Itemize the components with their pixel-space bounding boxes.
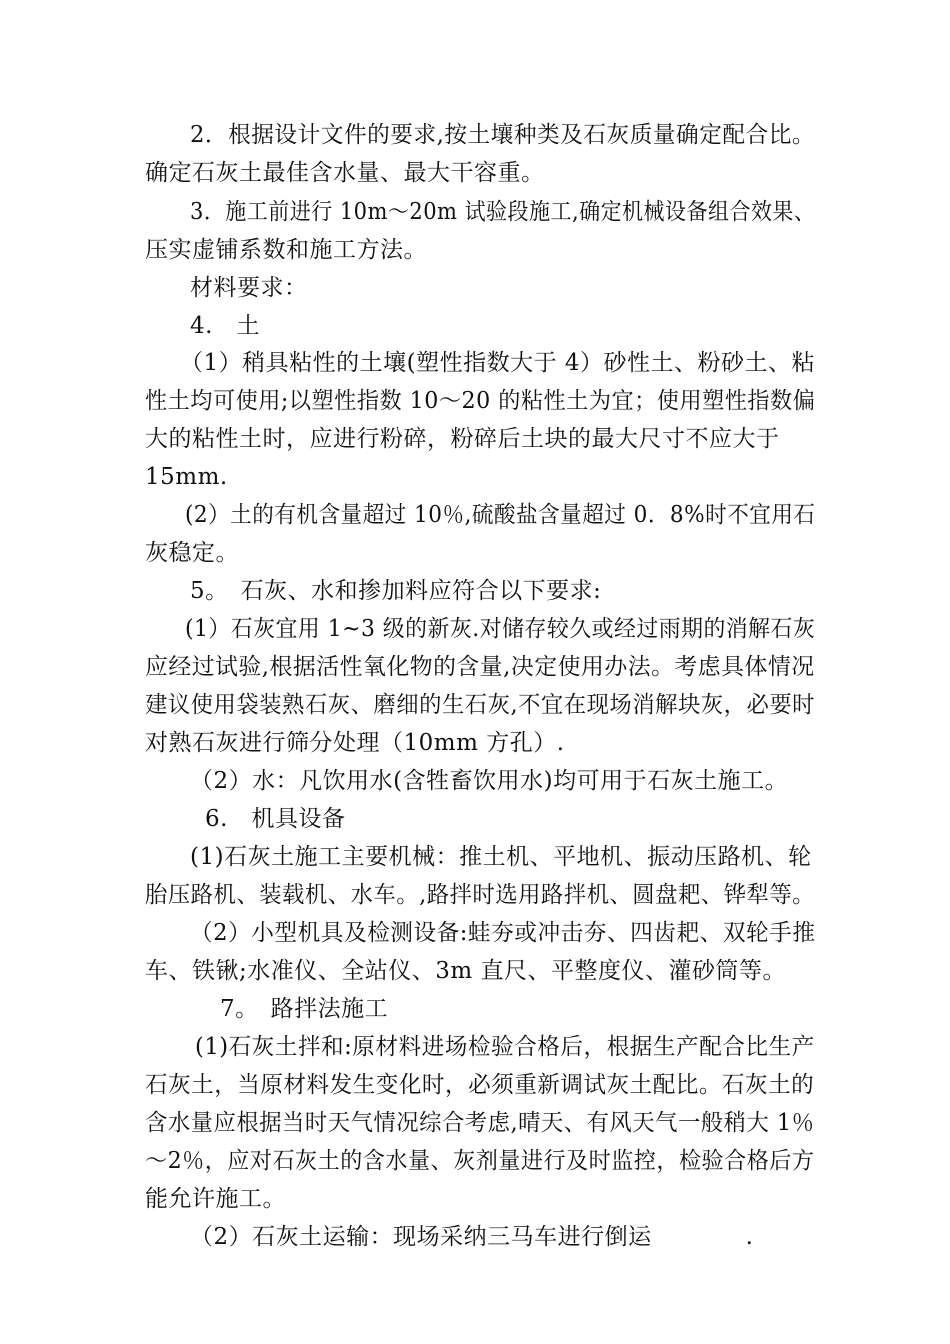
soil-item-1-line-1: （1）稍具粘性的土壤(塑性指数大于 4）砂性土、粉砂土、粘 bbox=[180, 350, 816, 376]
lime-item-1-line-4: 对熟石灰进行筛分处理（10mm 方孔）. bbox=[145, 730, 565, 756]
mixing-item-2: （2）石灰土运输：现场采纳三马车进行倒运 . bbox=[190, 1224, 754, 1250]
lime-item-1-line-1: (1）石灰宜用 1~3 级的新灰.对储存较久或经过雨期的消解石灰 bbox=[185, 616, 816, 642]
soil-item-1-line-3: 大的粘性土时，应进行粉碎，粉碎后土块的最大尺寸不应大于 bbox=[145, 426, 780, 452]
paragraph-2-line-2: 确定石灰土最佳含水量、最大干容重。 bbox=[145, 160, 545, 186]
mixing-item-1-line-3: 含水量应根据当时天气情况综合考虑,晴天、有风天气一般稍大 1％ bbox=[145, 1110, 815, 1136]
mixing-item-1-line-5: 能允许施工。 bbox=[145, 1186, 286, 1212]
soil-item-2-line-2: 灰稳定。 bbox=[145, 540, 239, 566]
mixing-item-1-line-2: 石灰土，当原材料发生变化时，必须重新调试灰土配比。石灰土的 bbox=[145, 1072, 815, 1098]
equipment-item-2-line-1: （2）小型机具及检测设备:蛙夯或冲击夯、四齿耙、双轮手推 bbox=[190, 920, 816, 946]
heading-6-equipment: 6. 机具设备 bbox=[205, 806, 346, 832]
heading-4-soil: 4. 土 bbox=[190, 313, 260, 339]
paragraph-2-line-1: 2．根据设计文件的要求,按土壤种类及石灰质量确定配合比。 bbox=[190, 122, 816, 148]
soil-item-2-line-1: (2）土的有机含量超过 10％,硫酸盐含量超过 0．8%时不宜用石 bbox=[185, 502, 816, 528]
equipment-item-2-line-2: 车、铁锹;水准仪、全站仪、3m 直尺、平整度仪、灌砂筒等。 bbox=[145, 958, 787, 984]
heading-5-lime-water: 5。 石灰、水和掺加料应符合以下要求: bbox=[190, 578, 602, 604]
mixing-item-1-line-1: (1)石灰土拌和:原材料进场检验合格后，根据生产配合比生产 bbox=[195, 1034, 815, 1060]
lime-item-2: （2）水：凡饮用水(含牲畜饮用水)均可用于石灰土施工。 bbox=[190, 768, 789, 794]
soil-item-1-line-2: 性土均可使用;以塑性指数 10～20 的粘性土为宜；使用塑性指数偏 bbox=[145, 388, 816, 414]
equipment-item-1-line-2: 胎压路机、装载机、水车。,路拌时选用路拌机、圆盘耙、铧犁等。 bbox=[145, 882, 816, 908]
paragraph-3-line-1: 3．施工前进行 10m～20m 试验段施工,确定机械设备组合效果、 bbox=[190, 199, 816, 225]
equipment-item-1-line-1: (1)石灰土施工主要机械：推土机、平地机、振动压路机、轮 bbox=[190, 844, 812, 870]
lime-item-1-line-3: 建议使用袋装熟石灰、磨细的生石灰,不宜在现场消解块灰，必要时 bbox=[145, 692, 816, 718]
soil-item-1-line-4: 15mm. bbox=[145, 464, 228, 490]
mixing-item-1-line-4: ～2％，应对石灰土的含水量、灰剂量进行及时监控，检验合格后方 bbox=[145, 1148, 815, 1174]
heading-7-road-mixing: 7。 路拌法施工 bbox=[220, 996, 389, 1022]
paragraph-3-line-2: 压实虚铺系数和施工方法。 bbox=[145, 237, 427, 263]
lime-item-1-line-2: 应经过试验,根据活性氧化物的含量,决定使用办法。考虑具体情况 bbox=[145, 654, 815, 680]
section-heading-materials: 材料要求： bbox=[190, 275, 308, 301]
